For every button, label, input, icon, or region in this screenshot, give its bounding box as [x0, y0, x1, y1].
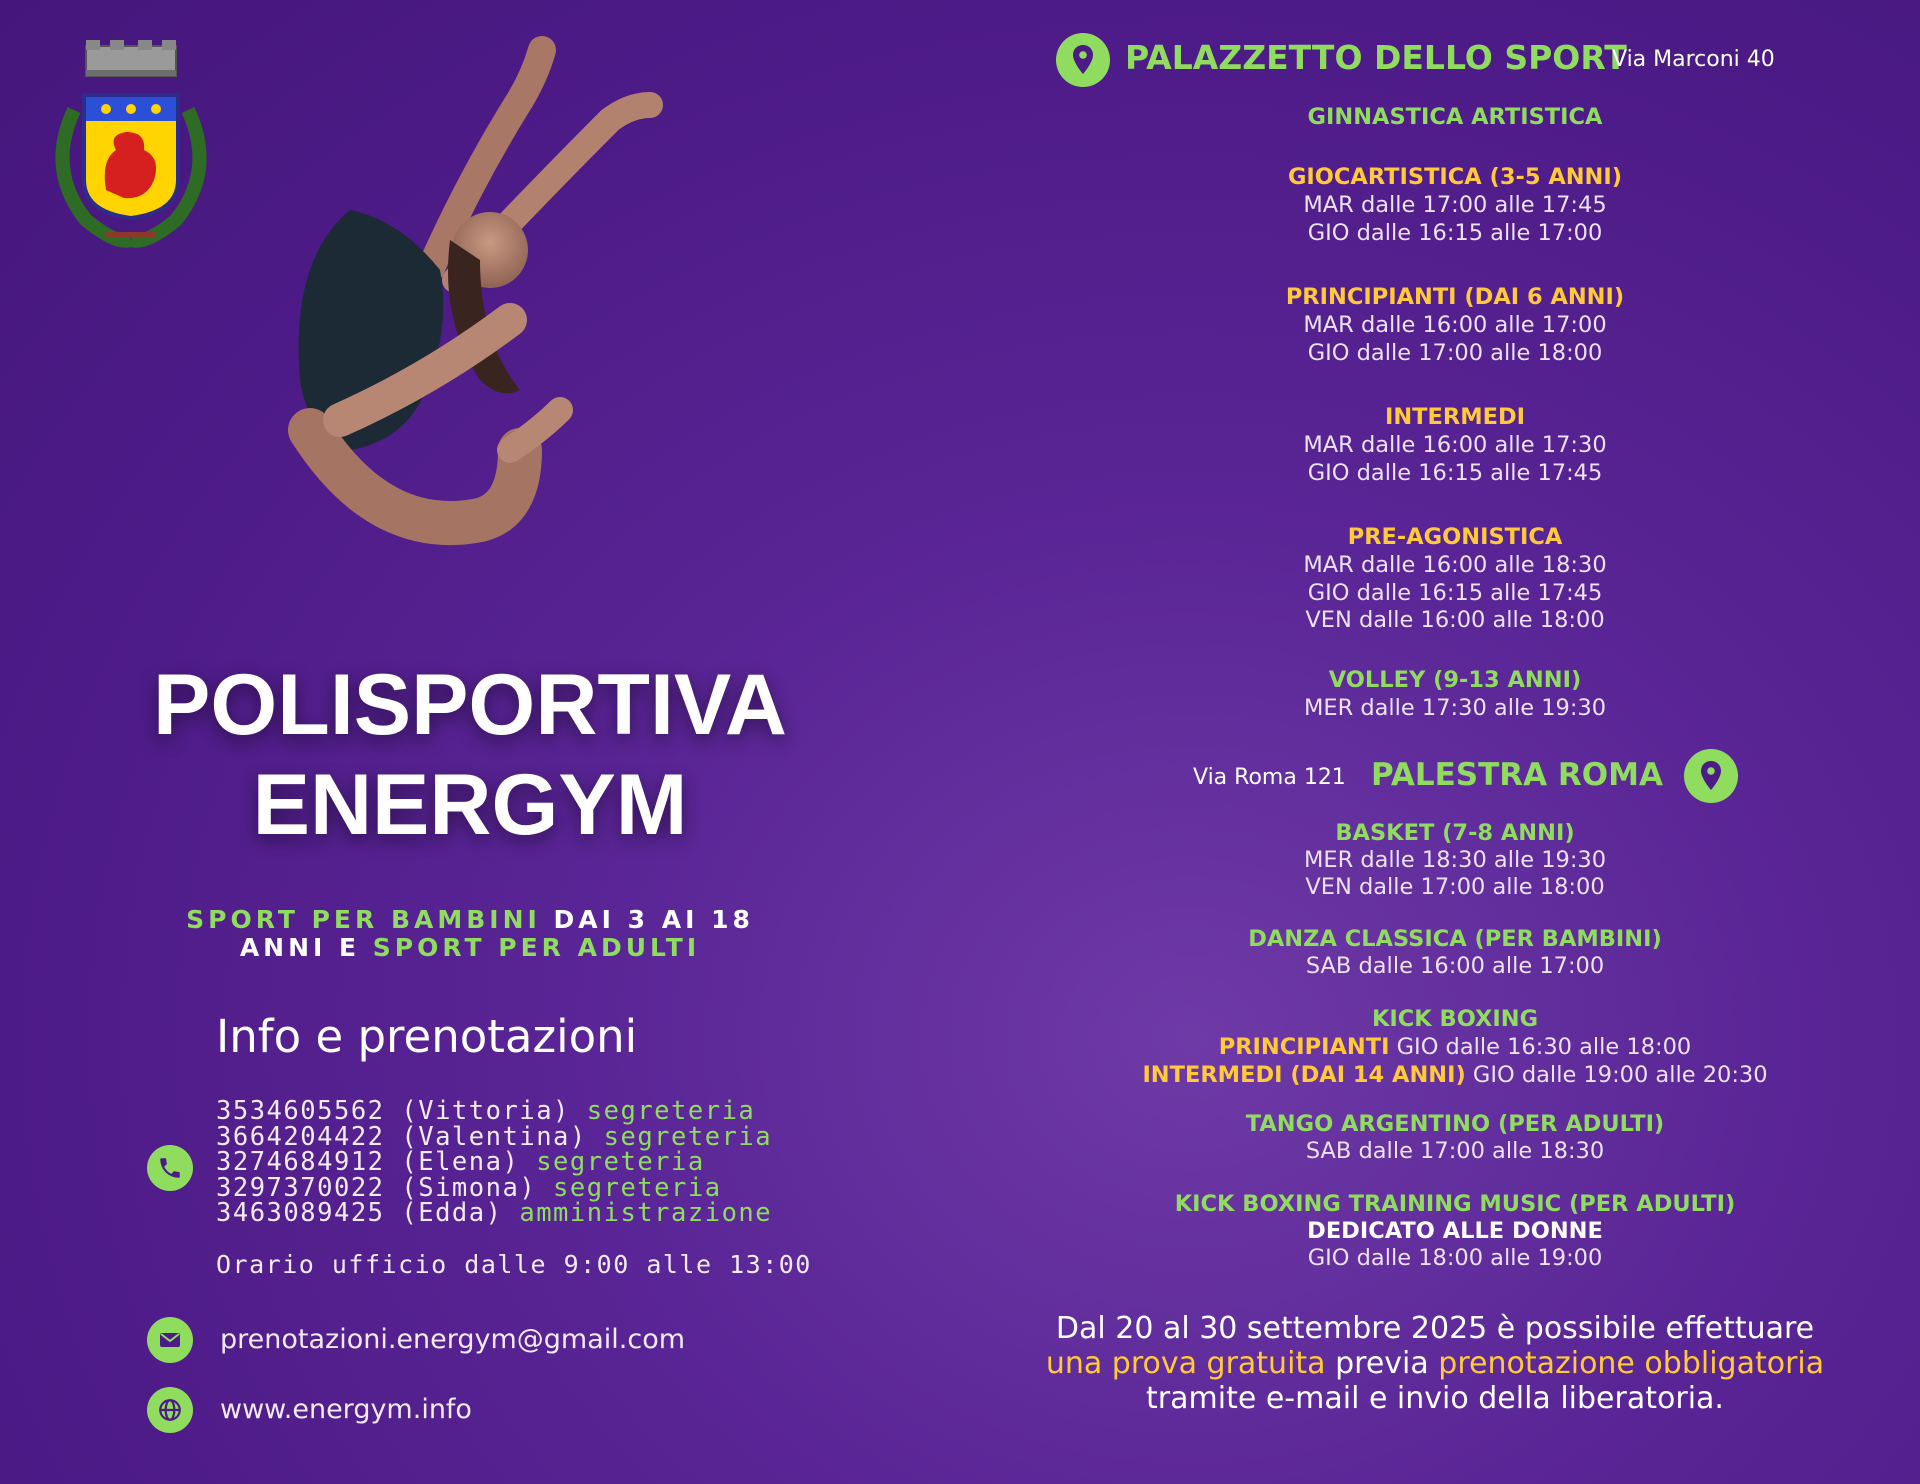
promo-highlight-1: una prova gratuita — [1045, 1346, 1326, 1381]
promo-line-1: Dal 20 al 30 settembre 2025 è possibile effettuare — [1055, 1311, 1815, 1346]
globe-icon — [147, 1387, 193, 1433]
course-block-basket — [1055, 820, 1855, 901]
page-title — [0, 655, 940, 855]
course-time: VEN dalle 17:00 alle 18:00 — [1305, 874, 1605, 900]
course-name: KICK BOXING — [1371, 1006, 1539, 1032]
course-time: GIO dalle 16:15 alle 17:45 — [1307, 580, 1603, 606]
course-time: SAB dalle 16:00 alle 17:00 — [1305, 953, 1605, 979]
course-name: GIOCARTISTICA (3-5 ANNI) — [1287, 164, 1623, 190]
course-time: GIO dalle 17:00 alle 18:00 — [1307, 340, 1603, 366]
course-name: KICK BOXING TRAINING MUSIC (PER ADULTI) — [1174, 1191, 1736, 1217]
course-time: GIO dalle 19:00 alle 20:30 — [1465, 1062, 1768, 1088]
promo-text — [1000, 1311, 1870, 1416]
contact-list — [216, 1096, 773, 1228]
course-name: DANZA CLASSICA (PER BAMBINI) — [1248, 926, 1662, 952]
course-block-volley — [1055, 666, 1855, 722]
course-time: GIO dalle 16:30 alle 18:00 — [1389, 1034, 1692, 1060]
mail-icon — [147, 1317, 193, 1363]
course-time: GIO dalle 18:00 alle 19:00 — [1307, 1245, 1603, 1271]
course-time: MAR dalle 16:00 alle 17:30 — [1303, 432, 1607, 458]
tagline-part-1: SPORT PER BAMBINI — [186, 905, 541, 934]
contact-item[interactable]: 3664204422 (Valentina) segreteria — [216, 1121, 773, 1152]
course-block — [1055, 163, 1855, 247]
town-crest-logo — [46, 40, 216, 255]
contact-item[interactable]: 3274684912 (Elena) segreteria — [216, 1147, 705, 1177]
course-time: MER dalle 18:30 alle 19:30 — [1303, 847, 1607, 873]
course-time: MAR dalle 16:00 alle 17:00 — [1303, 312, 1607, 338]
phone-icon — [147, 1145, 193, 1191]
promo-mid: previa — [1325, 1346, 1439, 1381]
tagline-part-2: DAI 3 AI 18 — [540, 905, 754, 934]
course-subtitle: DEDICATO ALLE DONNE — [1307, 1218, 1603, 1244]
location-pin-icon — [1684, 749, 1738, 803]
location-pin-icon — [1056, 33, 1110, 87]
course-time: SAB dalle 17:00 alle 18:30 — [1305, 1138, 1605, 1164]
tagline — [0, 906, 940, 962]
course-time: MAR dalle 17:00 alle 17:45 — [1303, 192, 1607, 218]
course-level: PRINCIPIANTI — [1218, 1034, 1390, 1060]
course-name: BASKET (7-8 ANNI) — [1335, 820, 1575, 846]
course-name: PRE-AGONISTICA — [1347, 524, 1563, 550]
course-time: GIO dalle 16:15 alle 17:00 — [1307, 220, 1603, 246]
contact-item[interactable]: 3297370022 (Simona) segreteria — [216, 1172, 722, 1203]
office-hours: Orario ufficio dalle 9:00 alle 13:00 — [216, 1250, 812, 1279]
promo-highlight-2: prenotazione obbligatoria — [1438, 1346, 1825, 1381]
contact-item[interactable]: 3534605562 (Vittoria) segreteria — [216, 1096, 756, 1126]
venue-name-palestra: PALESTRA ROMA — [1371, 757, 1663, 793]
course-time: MER dalle 17:30 alle 19:30 — [1303, 695, 1607, 721]
course-name: VOLLEY (9-13 ANNI) — [1328, 667, 1582, 693]
tagline-part-3: ANNI E — [239, 933, 373, 962]
course-block-danza — [1055, 926, 1855, 980]
gymnast-photo — [280, 20, 760, 630]
course-block — [1055, 403, 1855, 487]
section-title: GINNASTICA ARTISTICA — [1307, 104, 1603, 130]
course-name: PRINCIPIANTI (DAI 6 ANNI) — [1285, 284, 1625, 310]
course-time: VEN dalle 16:00 alle 18:00 — [1305, 607, 1605, 633]
course-block — [1055, 283, 1855, 367]
course-name: INTERMEDI — [1384, 404, 1526, 430]
course-block-kickmusic — [1055, 1191, 1855, 1272]
title-line-1: POLISPORTIVA — [153, 657, 787, 753]
course-time: MAR dalle 16:00 alle 18:30 — [1303, 552, 1607, 578]
info-title: Info e prenotazioni — [216, 1010, 638, 1063]
course-name: TANGO ARGENTINO (PER ADULTI) — [1245, 1111, 1665, 1137]
course-time: GIO dalle 16:15 alle 17:45 — [1307, 460, 1603, 486]
venue-name-palazzetto: PALAZZETTO DELLO SPORT — [1125, 38, 1627, 77]
course-block — [1055, 523, 1855, 633]
course-level: INTERMEDI (DAI 14 ANNI) — [1142, 1062, 1466, 1088]
website-link[interactable]: www.energym.info — [220, 1394, 472, 1425]
contact-item[interactable]: 3463089425 (Edda) amministrazione — [216, 1198, 773, 1228]
course-block-tango — [1055, 1111, 1855, 1165]
course-block-kickboxing — [1055, 1006, 1855, 1089]
promo-line-3: tramite e-mail e invio della liberatoria. — [1146, 1381, 1724, 1416]
tagline-part-4: SPORT PER ADULTI — [372, 933, 701, 962]
venue-address-palestra: Via Roma 121 — [1193, 765, 1346, 790]
title-line-2: ENERGYM — [252, 757, 688, 853]
section-ginnastica — [1055, 103, 1855, 131]
email-link[interactable]: prenotazioni.energym@gmail.com — [220, 1324, 686, 1355]
venue-address-palazzetto: Via Marconi 40 — [1612, 47, 1775, 72]
